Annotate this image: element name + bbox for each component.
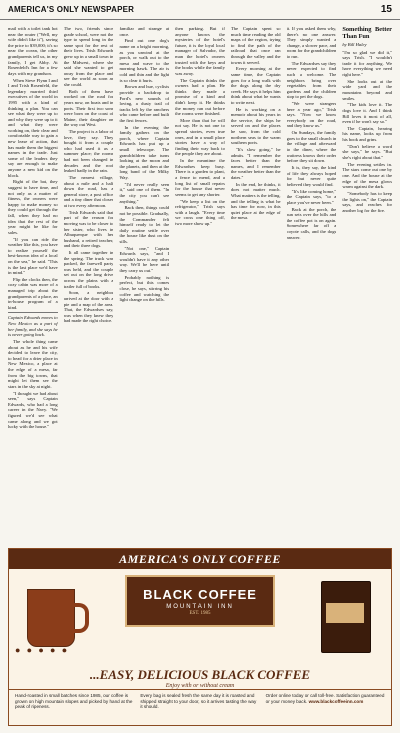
column-6	[287, 26, 337, 544]
paragraph: She looks out at the wide yard and the mountains beyond and smiles.	[342, 78, 392, 101]
paragraph: In the evening the family gathers on the porch, where Captain Edwards has put up a small telescope. The grandchildren take turns looking at the moon and the planets, and then at the long band of the Milky Way.	[119, 124, 170, 180]
ad-banner-text: AMERICA'S ONLY COFFEE	[119, 551, 281, 566]
ad-subline: Enjoy with or without cream	[165, 683, 235, 689]
ad-bag-area	[299, 569, 391, 665]
ad-url-link[interactable]: www.blackcoffeeinn.com	[308, 698, 364, 704]
paragraph: In the meantime the Edwardses keep busy. There is a garden to plant, a fence to mend, and a long list of small repairs for the house that never seems to get any shorter.	[175, 158, 225, 197]
publication-name: AMERICA'S ONLY NEWSPAPER	[8, 5, 135, 14]
paragraph: "The kids love it. The dogs love it. And I think Bill loves it most of all, even if he won't say so."	[342, 102, 392, 125]
brand-established: EST. 1985	[189, 610, 211, 616]
brand-subtitle: MOUNTAIN INN	[166, 603, 234, 610]
paragraph: The Captain, hearing his name, looks up from his book and grins.	[342, 125, 392, 143]
paragraph: "Not one," Captain Edwards says, "and I wouldn't have it any other way. We'll be here until they carry us out."	[119, 245, 170, 274]
author-bio: Captain Edwards moves to New Mexico as a part of her family, and she says he is never going back.	[8, 315, 58, 338]
article-headline: Something Better Than Fun	[342, 26, 392, 40]
page-header	[0, 0, 400, 20]
paragraph: it. If you asked them why, there's no one answer. They simply wanted a change, a slower pace, and room for the grandchildren to run.	[286, 26, 337, 59]
paragraph: "We keep a list on the refrigerator," Trish says with a laugh. "Every time we cross one thing off, two more show up."	[175, 198, 225, 226]
paragraph: "We were strangers here a year ago," Trish says. "Now we know everybody on the road, and they know us."	[286, 101, 337, 129]
mug-handle-icon	[71, 603, 89, 633]
ad-copy-2: Every bag is sealed fresh the same day it is roasted and shipped straight to your door, so it arrives tasting the way it should.	[140, 693, 257, 710]
column-4	[175, 26, 225, 544]
article-byline: by Bill Haley	[342, 42, 367, 47]
paragraph: Right of the bat, they suggest to have time, and not only as a matter of fitness, the owners were happy to make money so they could get through the fall, when they had no idea that the rest of the year might be like for sales.	[8, 179, 58, 235]
ad-copy-1: Hand-roasted in small batches since 1985, our coffee is grown on high mountain slopes and picked by hand at the peak of ripeness.	[15, 693, 133, 710]
paragraph: Brown and hue, cyclists provide a backdrop to Ford's new sounds of loving, a dusty trail of tracks left by the ranchers who came before and built the first fences.	[119, 84, 170, 123]
paragraph: The two, friends since grade school, were not the type to spend long in the same spot for the rest of their lives. Trish Edwards grew up in a small town in the Midwest, where she said she wanted to get away from the place and see the world as soon as she could.	[63, 26, 114, 87]
bag-label-icon	[326, 603, 364, 623]
paragraph: The whole thing came about as he and his wife decided to leave the city, to head for a drier place in New Mexico, a place at the edge of a mesa, far from the big towns, that might let them see the stars in the sky at night.	[8, 339, 58, 389]
column-1	[8, 26, 58, 544]
paragraph: "Don't believe a word she says," he says. "But she's right about that."	[342, 143, 392, 161]
paragraph: The project is a labor of love, they say. They bought it from a couple who had used it as a summer place; the rooms had not been changed in decades and the roof leaked badly in the rain.	[63, 129, 114, 174]
paragraph: On Sundays, the family goes to the small church in the village and afterward to the diner, where the waitress knows their order before they sit down.	[286, 130, 337, 164]
ad-copy-3-text: Order online today or call toll-free. Satisfaction guaranteed or your money back.	[265, 693, 385, 704]
ad-banner	[9, 549, 391, 569]
ad-footer	[9, 689, 391, 725]
coffee-beans-icon: ● ● ● ● ●	[15, 645, 70, 655]
article-body	[8, 26, 392, 544]
paragraph: In the end, he thinks, it does not matter much. What matters is the telling, and the telling is what he has time for now, in this quiet place at the edge of the mesa.	[230, 181, 281, 221]
paragraph: mail with a toilet tank hot near the router ("Well, my wife didn't like it"), saving the price to $39,000; it's so near the ocean, the other grandparents tell us, in my family, I get Abby. At Rosenfeld's Inn for a few days with my grandson.	[8, 26, 58, 76]
paragraph: Back then, things could not be possible. Gradually, the Commander felt himself ready to let the daily routine settle over the house like dust on the sills.	[119, 205, 170, 244]
paragraph: Soon, a neighbor arrived at the door with a pie and a map of the area. That, the Edwardses say, was when they knew they had made the right choice.	[63, 290, 114, 324]
paragraph: Probably nothing is perfect, but this comes close, he says, stirring his coffee and watching the light change on the hills.	[119, 274, 170, 303]
ad-visual	[9, 569, 391, 665]
paragraph: "I thought we had about seen," says Captain Edwards, who had a long career in the Navy. "We figured we'd see what came along and we got lucky with the house."	[8, 390, 58, 430]
paragraph: "It's slow going," he admits. "I remember the faces better than the names, and I remember the weather better than the dates."	[230, 147, 281, 180]
ad-copy-3	[266, 693, 385, 722]
paragraph: familiar and strange at once.	[119, 26, 170, 37]
page-number: 15	[380, 4, 392, 15]
brand-logo	[125, 575, 275, 627]
paragraph: Back at the porch, the sun sets over the hills and the coffee pot is on again. Somewhere far off a coyote calls, and the dogs answer.	[286, 206, 337, 240]
ad-tagline: ...EASY, DELICIOUS BLACK COFFEE	[89, 667, 311, 682]
paragraph: "If you can ride the weather like this, you have to realize yourself the best-known idea of a local on the sea," he said. "This is the last place we'd have in mind."	[8, 236, 58, 276]
paragraph: Every morning at the same time, the Captain goes for a long walk with the dogs along the dry creek. He says it helps him think about what he wants to write next.	[230, 66, 281, 105]
paragraph: "It's like coming home," the Captain says, "to a place you've never been."	[286, 188, 337, 205]
paragraph: The evening settles in. The stars come out one by one. And the house at the edge of the mesa glows warm against the dark.	[342, 161, 392, 190]
paragraph: When Steve Flynn I and I and Trish Rosenfeld, the legendary married third executives of the world in 1995 with a kind of thinking a plan. You can see what they were up to and why they were up to it and what they were working on, their clear and comfortable way to gain a new lease of action, that has made them the biggest names in the trade. Just some of the leaders they say are enough to make anyone a new kid on the block.	[8, 77, 58, 178]
divider	[8, 312, 58, 313]
paragraph: The nearest village, about a mile and a half down the road, has a general store, a post office and a tiny diner that closes at two every afternoon.	[63, 175, 114, 208]
paragraph: Flip the clocks then, the cozy cabin was more of a managed trip about the grandparents of a place, an in-house program of a kind.	[8, 276, 58, 310]
column-3	[119, 26, 169, 544]
paragraph: The Captain spent so much time reading the old maps of the region, trying to find the path of the railroad that once ran through the valley and the towns it served.	[230, 26, 281, 65]
paragraph: The Edwardses say they never expected to find such a welcome. The neighbors bring over vegetables from their gardens and the children stop to pet the dogs.	[286, 60, 337, 100]
paragraph: Trish Edwards said that part of the reason for moving was to be closer to her sister, who lives in Albuquerque with her husband, a retired teacher, and their three dogs.	[63, 209, 114, 249]
paragraph: It is, they say, the kind of life they always hoped for but never quite believed they would find.	[286, 165, 337, 187]
paragraph: More than that he will not say. He is not one to spread stories, even true ones, and in a small place stories have a way of finding their way back to the people they are about.	[175, 117, 225, 157]
paragraph: The Captain thinks the owners had a plan. He thinks they made a promise of a kind and didn't keep it. He thinks the money ran out before the rooms were finished.	[175, 77, 225, 117]
paragraph: Both of them have worked on the road for years now, on boats and in ports. Their first two sons were born on the coast of Maine, their daughter on the way out West.	[63, 88, 114, 128]
coffee-mug-icon	[27, 589, 75, 647]
ad-brand-area	[101, 569, 299, 665]
paragraph: "I'm so glad we did it," says Trish. "I wouldn't trade it for anything. We have everything we need right here."	[342, 49, 392, 77]
column-2	[64, 26, 114, 544]
ad-mug-area	[9, 569, 101, 665]
paragraph: It all came together in the spring. The truck was packed, the farewell party was held, and the couple set out on the long drive across the plains with a trailer full of books.	[63, 250, 114, 289]
column-7	[342, 26, 392, 544]
coffee-advertisement[interactable]	[8, 548, 392, 726]
paragraph: "Somebody has to keep the lights on," the Captain says, and reaches for another log for the fire.	[342, 190, 392, 213]
paragraph: "I'd never really seen it," said one of them. "In the city you can't see anything."	[119, 181, 170, 204]
paragraph: then parking. But if anyone knows the mysteries of the hotel's future, it is the loyal local manager of Salvador, the man the hotel's owners trusted with the keys and the books while the family was away.	[175, 26, 225, 76]
paragraph: Find out one dog's name on a bright morning, as you unwind at the porch, or walk out to the mesa and wave to the morning hawk. The air is cold and thin and the light is so clear it hurts.	[119, 38, 170, 83]
paragraph: He is working on a memoir about his years in the service, the ships he served on and the places he saw, from the cold northern seas to the warm southern ports.	[230, 106, 281, 146]
column-5	[231, 26, 281, 544]
brand-name: BLACK COFFEE	[143, 586, 257, 602]
